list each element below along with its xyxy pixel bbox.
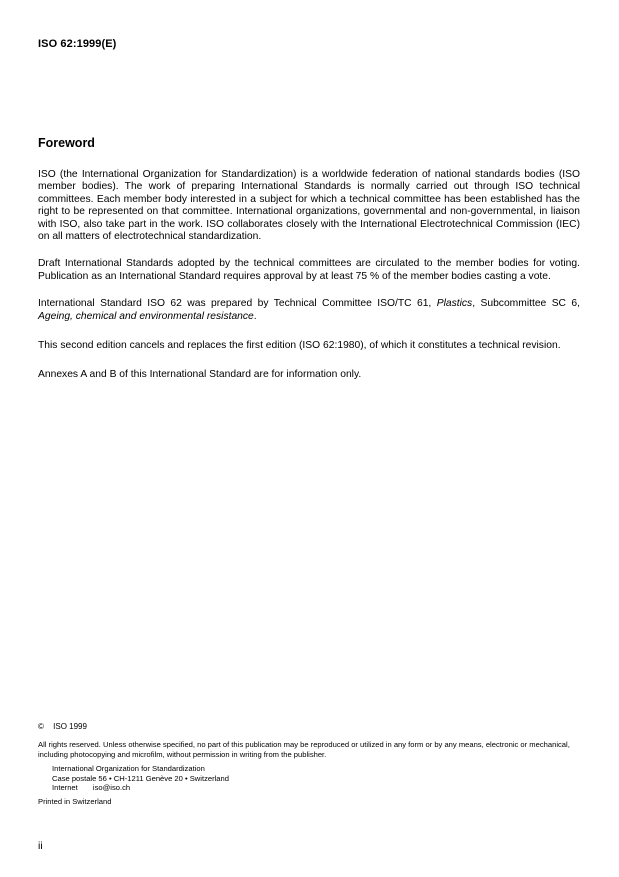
paragraph-3-text: International Standard ISO 62 was prepared by Technical Committee ISO/TC 61, [38,298,437,310]
copyright-line [38,722,580,731]
foreword-paragraph-4: This second edition cancels and replaces the first edition (ISO 62:1980), of which it constitutes a technical revision. [38,340,561,352]
foreword-paragraph-3 [38,298,580,323]
printed-in-text: Printed in Switzerland [38,797,112,807]
paragraph-3-text: , Subcommittee SC 6, [472,298,580,310]
copyright-footer [38,722,580,806]
publisher-address-block [52,764,580,792]
committee-title-italic: Plastics [436,298,473,310]
publisher-address: Case postale 56 • CH-1211 Genève 20 • Switzerland [52,773,229,783]
copyright-year: ISO 1999 [53,722,87,731]
internet-label: Internet [52,783,78,792]
paragraph-3-text: . [253,310,257,322]
publisher-internet-line [52,783,580,792]
foreword-paragraph-2: Draft International Standards adopted by the technical committees are circulated to the member bodies for voting. Publication as an International Standard requires approval by at least 75 % of the member bodies casting a vote. [38,258,580,282]
page-number: ii [38,840,43,852]
rights-reserved-text: All rights reserved. Unless otherwise specified, no part of this publication may be reproduced or utilized in any form or by any means, electronic or mechanical, including photocopying and microfilm, without permission in writing from the publisher. [38,740,570,759]
copyright-symbol: © [38,722,44,731]
subcommittee-title-italic: Ageing, chemical and environmental resistance [38,310,254,322]
document-id-header: ISO 62:1999(E) [38,38,117,50]
foreword-heading: Foreword [38,136,95,150]
internet-email: iso@iso.ch [92,783,131,792]
publisher-name: International Organization for Standardization [52,764,205,774]
foreword-paragraph-1: ISO (the International Organization for Standardization) is a worldwide federation of national standards bodies (ISO member bodies). The work of preparing International Standards is normally carried out through ISO technical committees. Each member body interested in a subject for which a technical committee has been established has the right to be represented on that committee. International organizations, governmental and non-governmental, in liaison with ISO, also take part in the work. ISO collaborates closely with the International Electrotechnical Commission (IEC) on all matters of electrotechnical standardization. [38,169,580,243]
foreword-paragraph-5: Annexes A and B of this International Standard are for information only. [38,369,362,381]
